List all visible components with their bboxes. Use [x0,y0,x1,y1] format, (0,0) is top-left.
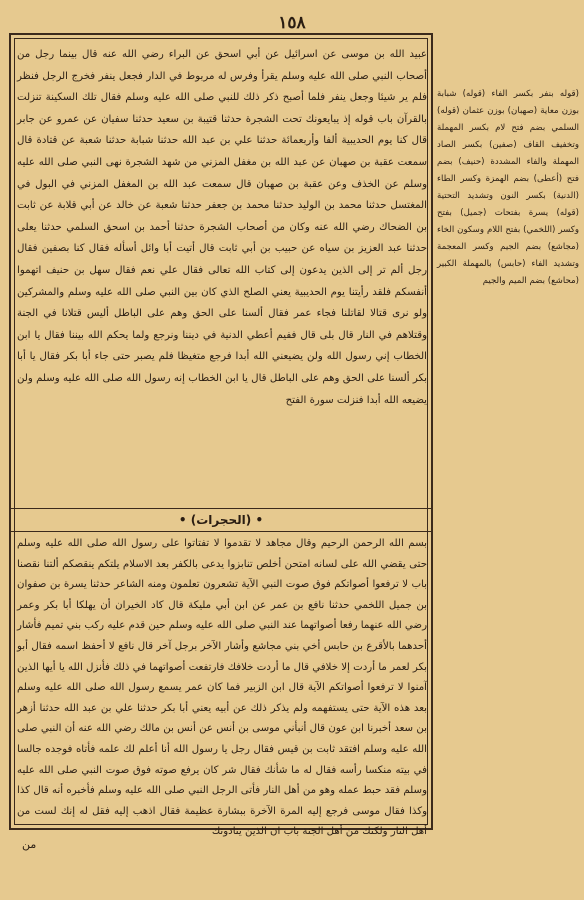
section-heading-hujurat: • (الحجرات) • [10,508,432,532]
page-number: ١٥٨ [278,13,306,33]
footer-catchword: من [22,838,37,851]
surah-text-block [17,534,427,838]
margin-notes [437,86,579,416]
main-text-paragraph: عبيد الله بن موسى عن اسرائيل عن أبي اسحق عن البراء رضي الله عنه قال بينما رجل من أصحاب النبي صلى الله عليه وسلم يقرأ وفرس له مربوط في الدار فجعل ينفر فخرج الرجل فنظر فلم ير شيئا وجعل ينفر فلما أصبح ذكر ذلك للنبي صلى الله عليه وسلم فقال تلك السكينة تنزلت بالقرآن باب قوله إذ يبايعونك تحت الشجرة حدثنا قتيبة بن سعيد حدثنا سفيان عن عمرو عن جابر قال كنا يوم الحديبية ألفا وأربعمائة حدثنا علي بن عبد الله حدثنا شبابة حدثنا شعبة عن قتادة قال سمعت عقبة بن صهبان عن عبد الله بن مغفل المزني من شهد الشجرة نهى النبي صلى الله عليه وسلم عن الخذف وعن عقبة بن صهبان قال سمعت عبد الله بن المغفل المزني في البول في المغتسل حدثنا محمد بن الوليد حدثنا محمد بن جعفر حدثنا شعبة عن خالد عن أبي قلابة عن ثابت بن الضحاك رضي الله عنه وكان من أصحاب الشجرة حدثنا أحمد بن اسحق السلمي حدثنا يعلى حدثنا عبد العزيز بن سياه عن حبيب بن أبي ثابت قال أتيت أبا وائل أسأله فقال كنا بصفين فقال رجل ألم تر إلى الذين يدعون إلى كتاب الله تعالى فقال علي نعم فقال سهل بن حنيف اتهموا أنفسكم فلقد رأيتنا يوم الحديبية يعني الصلح الذي كان بين النبي صلى الله عليه وسلم والمشركين ولو نرى قتالا لقاتلنا فجاء عمر فقال ألسنا على الحق وهم على الباطل أليس قتلانا في الجنة وقتلاهم في النار قال بلى قال ففيم أعطي الدنية في ديننا ونرجع ولما يحكم الله بيننا فقال يا ابن الخطاب إني رسول الله ولن يضيعني الله أبدا فرجع متغيظا فلم يصبر حتى جاء أبا بكر فقال يا أبا بكر ألسنا على الحق وهم على الباطل قال يا ابن الخطاب إنه رسول الله صلى الله عليه وسلم ولن يضيعه الله أبدا فنزلت سورة الفتح [17,49,427,406]
margin-notes-paragraph: (قوله بنفر بكسر الفاء (قوله) شبابة بوزن معاية (صهبان) بوزن عثمان (قوله) السلمي بضم فتح لام بكسر المهملة وتخفيف القاف (صفين) بكسر الصاد المهملة والفاء المشددة (حنيف) بضم فتح (أعطى) بضم الهمزة وكسر الطاء (الدنية) بكسر النون وتشديد التحتية (قوله) يسرة بفتحات (جميل) بفتح وكسر (اللخمي) بفتح اللام وسكون الخاء (مجاشع) بضم الجيم وكسر المعجمة وتشديد الفاء (حابس) بالمهملة الكبير (محاشع) بضم الميم والجيم [437,89,579,286]
main-text-block [17,44,427,524]
surah-text-paragraph: بسم الله الرحمن الرحيم وقال مجاهد لا تقدموا لا تفتاتوا على رسول الله صلى الله عليه وسلم حتى يقضي الله على لسانه امتحن أخلص تنابزوا يدعى بالكفر بعد الاسلام يلتكم ينقصكم ألتنا نقصنا باب لا ترفعوا أصواتكم فوق صوت النبي الآية تشعرون تعلمون ومنه الشاعر حدثنا يسرة بن صفوان بن جميل اللخمي حدثنا نافع بن عمر عن ابن أبي مليكة قال كاد الخيران أن يهلكا أبا بكر وعمر رضي الله عنهما رفعا أصواتهما عند النبي صلى الله عليه وسلم حين قدم عليه ركب بني تميم فأشار أحدهما بالأقرع بن حابس أخي بني مجاشع وأشار الآخر برجل آخر قال نافع لا أحفظ اسمه فقال أبو بكر لعمر ما أردت إلا خلافي قال ما أردت خلافك فارتفعت أصواتهما في ذلك فأنزل الله يا أيها الذين آمنوا لا ترفعوا أصواتكم الآية قال ابن الزبير فما كان عمر يسمع رسول الله صلى الله عليه وسلم بعد هذه الآية حتى يستفهمه ولم يذكر ذلك عن أبيه يعني أبا بكر حدثنا علي بن عبد الله حدثنا أزهر بن سعد أخبرنا ابن عون قال أنبأني موسى بن أنس عن أنس بن مالك رضي الله عنه أن النبي صلى الله عليه وسلم افتقد ثابت بن قيس فقال رجل يا رسول الله أنا أعلم لك علمه فأتاه فوجده جالسا في بيته منكسا رأسه فقال له ما شأنك فقال شر كان يرفع صوته فوق صوت النبي صلى الله عليه وسلم فقد حبط عمله وهو من أهل النار فأتى الرجل النبي صلى الله عليه وسلم فأخبره أنه قال كذا وكذا فقال موسى فرجع إليه المرة الآخرة ببشارة عظيمة فقال اذهب إليه فقل له إنك لست من أهل النار ولكنك من أهل الجنة باب ان الذين ينادونك [17,538,427,838]
